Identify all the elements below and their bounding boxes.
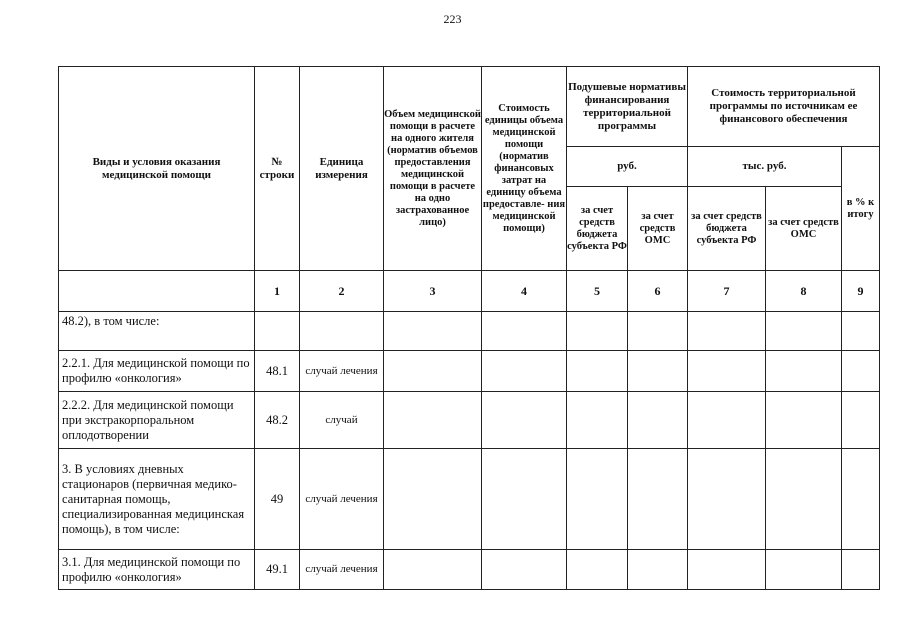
row-name: 3.1. Для медицинской помощи по профилю «онкология» xyxy=(59,550,255,590)
colnum-4: 4 xyxy=(482,271,567,312)
header-unit: Единица измерения xyxy=(300,67,384,271)
row-cell xyxy=(766,312,842,351)
row-unit xyxy=(300,312,384,351)
header-cost-budget: за счет средств бюджета субъекта РФ xyxy=(688,187,766,271)
colnum-3: 3 xyxy=(384,271,482,312)
table-row xyxy=(59,449,880,550)
row-cell xyxy=(688,312,766,351)
row-number xyxy=(255,312,300,351)
table-row xyxy=(59,351,880,392)
colnum-7: 7 xyxy=(688,271,766,312)
row-cell xyxy=(842,392,880,449)
header-volume: Объем медицинской помощи в расчете на одного жителя (норматив объемов предоставления медицинской помощи в расчете на одно застрахованное лицо) xyxy=(384,67,482,271)
row-cell xyxy=(482,449,567,550)
row-cell xyxy=(628,312,688,351)
header-program-cost: Стоимость территориальной программы по источникам ее финансового обеспечения xyxy=(688,67,880,147)
colnum-9: 9 xyxy=(842,271,880,312)
colnum-8: 8 xyxy=(766,271,842,312)
colnum-5: 5 xyxy=(567,271,628,312)
row-cell xyxy=(688,351,766,392)
row-cell xyxy=(567,449,628,550)
header-cost-oms: за счет средств ОМС xyxy=(766,187,842,271)
row-cell xyxy=(842,449,880,550)
row-number: 49 xyxy=(255,449,300,550)
row-cell xyxy=(628,550,688,590)
row-cell xyxy=(384,392,482,449)
row-cell xyxy=(628,449,688,550)
row-cell xyxy=(384,312,482,351)
row-cell xyxy=(567,550,628,590)
header-unit-cost: Стоимость единицы объема медицинской помощи (норматив финансовых затрат на единицу объема предоставле- ния медицинской помощи) xyxy=(482,67,567,271)
row-unit: случай лечения xyxy=(300,550,384,590)
row-cell xyxy=(688,449,766,550)
header-per-capita-oms: за счет средств ОМС xyxy=(628,187,688,271)
row-cell xyxy=(384,550,482,590)
row-cell xyxy=(567,392,628,449)
row-cell xyxy=(842,351,880,392)
row-cell xyxy=(766,392,842,449)
row-cell xyxy=(567,351,628,392)
row-number: 48.2 xyxy=(255,392,300,449)
row-cell xyxy=(482,312,567,351)
row-cell xyxy=(384,449,482,550)
row-cell xyxy=(842,550,880,590)
row-cell xyxy=(384,351,482,392)
table-row xyxy=(59,550,880,590)
row-cell xyxy=(628,351,688,392)
header-per-capita: Подушевые нормативы финансирования территориальной программы xyxy=(567,67,688,147)
row-number: 48.1 xyxy=(255,351,300,392)
row-cell xyxy=(482,351,567,392)
colnum-2: 2 xyxy=(300,271,384,312)
row-unit: случай лечения xyxy=(300,351,384,392)
row-cell xyxy=(628,392,688,449)
header-row-number: № строки xyxy=(255,67,300,271)
header-thous-rub: тыс. руб. xyxy=(688,147,842,187)
colnum-6: 6 xyxy=(628,271,688,312)
row-cell xyxy=(482,392,567,449)
row-cell xyxy=(766,449,842,550)
colnum-1-blank xyxy=(59,271,255,312)
colnum-1: 1 xyxy=(255,271,300,312)
header-per-capita-budget: за счет средств бюджета субъекта РФ xyxy=(567,187,628,271)
row-name: 2.2.2. Для медицинской помощи при экстракорпоральном оплодотворении xyxy=(59,392,255,449)
row-cell xyxy=(482,550,567,590)
header-rub: руб. xyxy=(567,147,688,187)
header-kinds: Виды и условия оказания медицинской помощи xyxy=(59,67,255,271)
row-cell xyxy=(688,392,766,449)
table-row xyxy=(59,312,880,351)
row-number: 49.1 xyxy=(255,550,300,590)
row-unit: случай лечения xyxy=(300,449,384,550)
row-cell xyxy=(567,312,628,351)
row-unit: случай xyxy=(300,392,384,449)
row-name: 48.2), в том числе: xyxy=(59,312,255,351)
row-cell xyxy=(766,351,842,392)
row-cell xyxy=(688,550,766,590)
header-percent: в % к итогу xyxy=(842,147,880,271)
page-number: 223 xyxy=(443,12,462,26)
row-name: 3. В условиях дневных стационаров (первичная медико-санитарная помощь, специализированная медицинская помощь), в том числе: xyxy=(59,449,255,550)
row-cell xyxy=(842,312,880,351)
row-name: 2.2.1. Для медицинской помощи по профилю «онкология» xyxy=(59,351,255,392)
data-table xyxy=(58,66,880,590)
row-cell xyxy=(766,550,842,590)
table-row xyxy=(59,392,880,449)
